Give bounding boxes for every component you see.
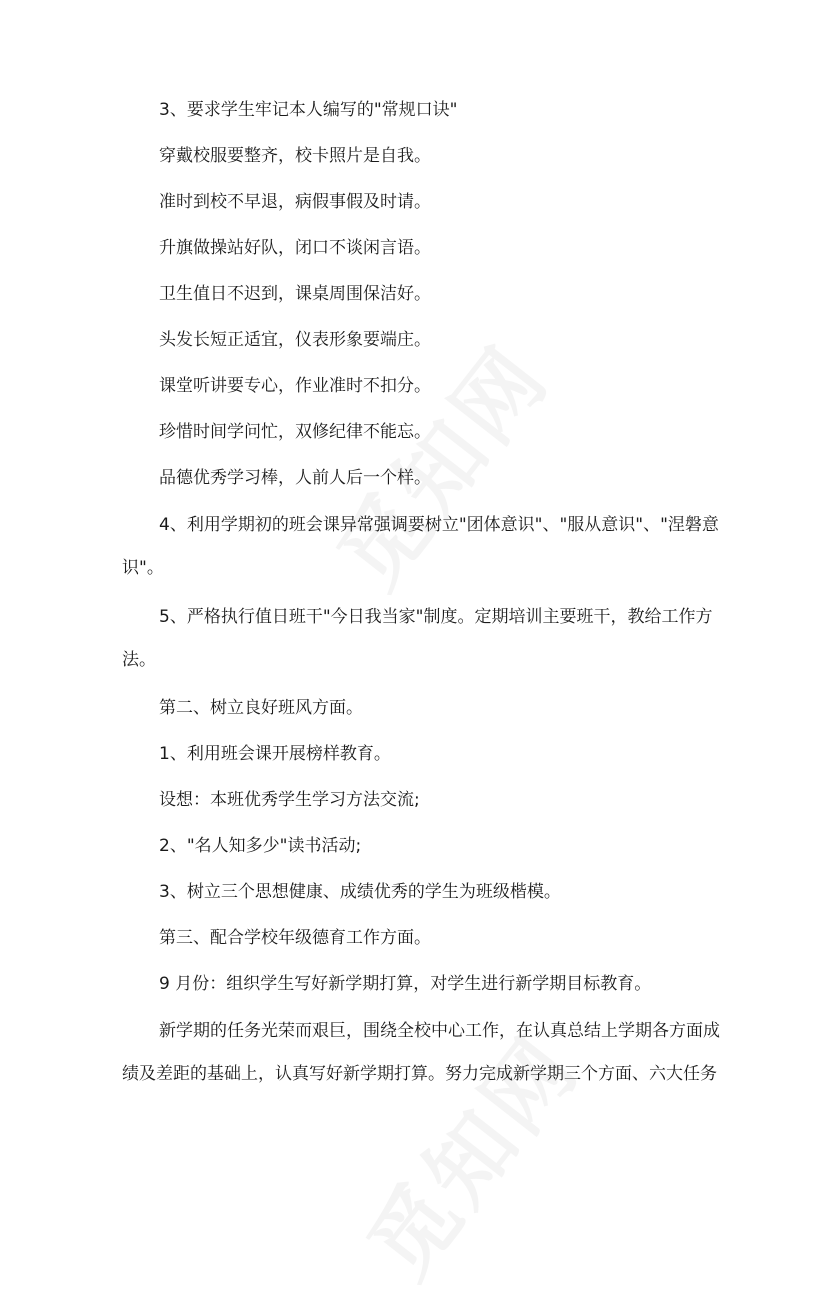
text-line: 品德优秀学习棒，人前人后一个样。: [159, 468, 431, 488]
text-line: 珍惜时间学问忙，双修纪律不能忘。: [159, 422, 431, 442]
text-line: 穿戴校服要整齐，校卡照片是自我。: [159, 146, 431, 166]
paragraph-body: 新学期的任务光荣而艰巨，围绕全校中心工作，在认真总结上学期各方面成绩及差距的基础上，认真写好新学期打算。努力完成新学期三个方面、六大任务: [122, 1021, 720, 1084]
section-heading-2: 第二、树立良好班风方面。: [159, 698, 363, 718]
document-body: [122, 100, 722, 1096]
section-heading-3: 第三、配合学校年级德育工作方面。: [159, 928, 431, 948]
text-line: 课堂听讲要专心，作业准时不扣分。: [159, 376, 431, 396]
paragraph-item-4: 4、利用学期初的班会课异常强调要树立"团体意识"、"服从意识"、"涅磐意识"。: [122, 515, 719, 578]
text-line: 设想：本班优秀学生学习方法交流;: [159, 790, 420, 810]
paragraph-item-5: 5、严格执行值日班干"今日我当家"制度。定期培训主要班干，教给工作方法。: [122, 607, 713, 670]
text-line: 头发长短正适宜，仪表形象要端庄。: [159, 330, 431, 350]
text-line: 9 月份：组织学生写好新学期打算，对学生进行新学期目标教育。: [159, 974, 652, 994]
text-line: 3、树立三个思想健康、成绩优秀的学生为班级楷模。: [159, 882, 561, 902]
text-line: 卫生值日不迟到，课桌周围保洁好。: [159, 284, 431, 304]
text-line: 3、要求学生牢记本人编写的"常规口诀": [159, 100, 458, 120]
text-line: 升旗做操站好队，闭口不谈闲言语。: [159, 238, 431, 258]
text-line: 2、"名人知多少"读书活动;: [159, 836, 362, 856]
text-line: 准时到校不早退，病假事假及时请。: [159, 192, 431, 212]
text-line: 1、利用班会课开展榜样教育。: [159, 744, 391, 764]
